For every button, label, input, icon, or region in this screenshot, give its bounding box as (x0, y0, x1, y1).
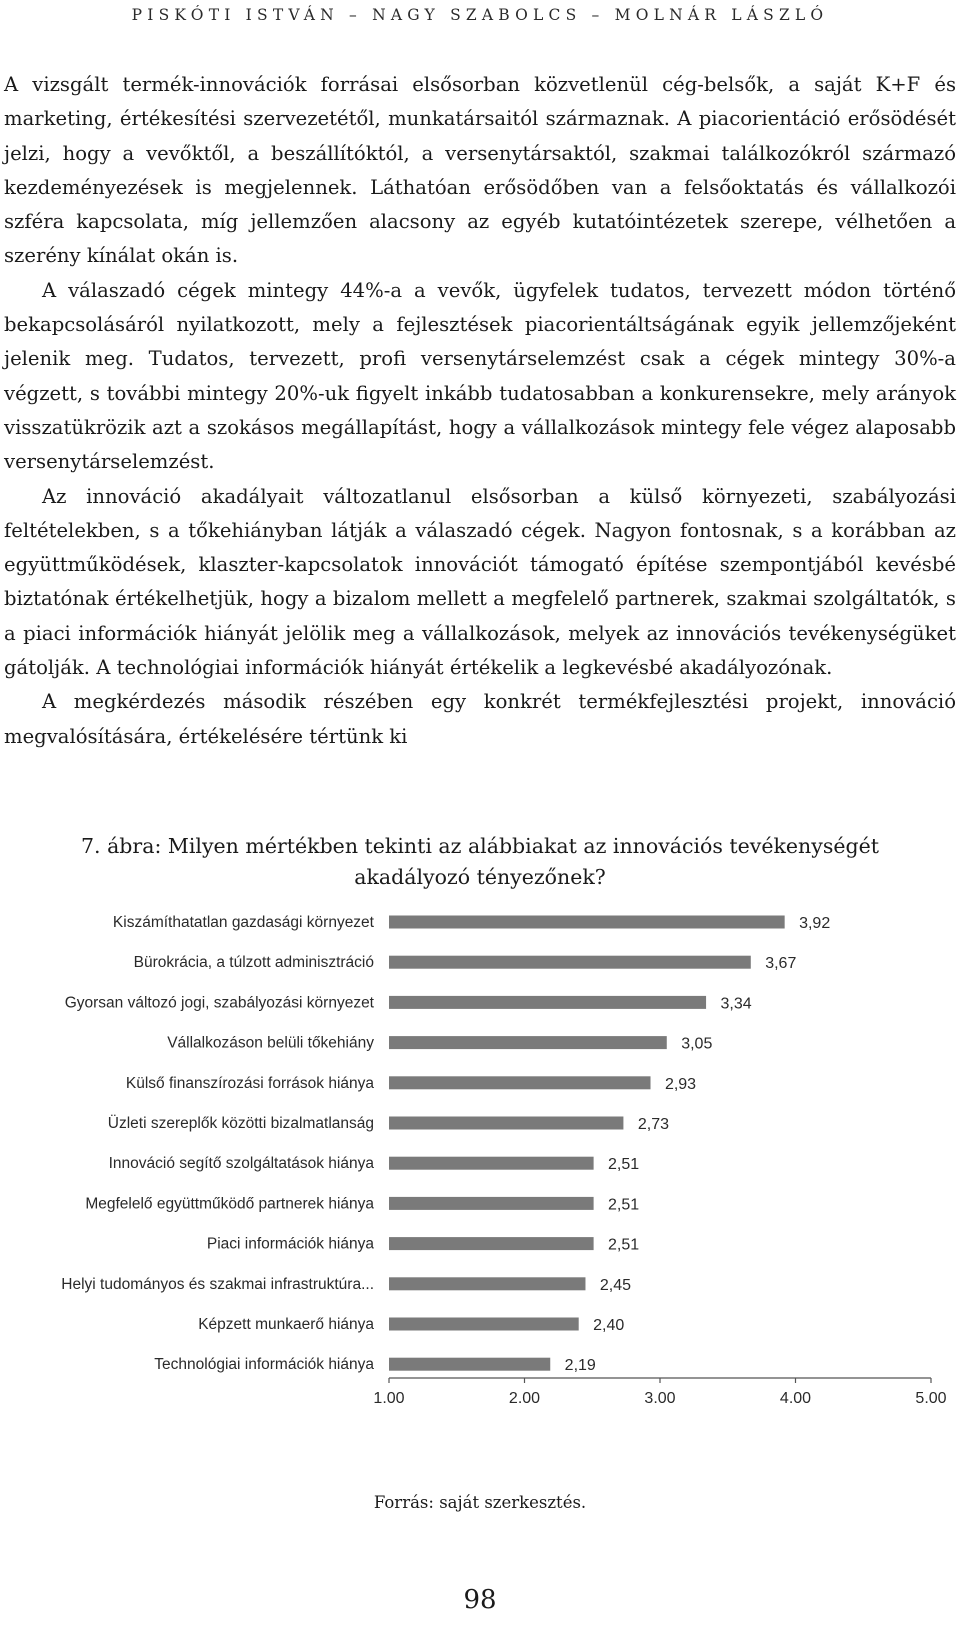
x-tick-label: 5.00 (915, 1390, 947, 1407)
paragraph-2: A válaszadó cégek mintegy 44%-a a vevők, ügyfelek tudatos, tervezett módon történő bekapcsolásáról nyilatkozott, mely a fejlesztések piacorientáltságának egyik jellemzőjeként jelenik meg. Tudatos, tervezett, profi versenytárselemzést csak a cégek mintegy 30%-a végzett, s további mintegy 20%-uk figyelt inkább tudatosabban a konkurensekre, mely arányok visszatükrözik azt a szokásos megállapítást, hogy a vállalkozások mintegy fele végez alaposabb versenytárselemzést. (4, 278, 956, 474)
value-label: 2,40 (593, 1317, 625, 1334)
paragraph-4: A megkérdezés második részében egy konkrét termékfejlesztési projekt, innováció megvalósítására, értékelésére tértünk ki (4, 690, 956, 748)
value-label: 2,51 (608, 1156, 640, 1174)
category-label: Gyorsan változó jogi, szabályozási környezet (64, 994, 374, 1012)
page-number: 98 (463, 1585, 497, 1615)
value-label: 2,93 (664, 1075, 697, 1093)
value-label: 2,51 (608, 1196, 640, 1214)
x-tick-label: 1.00 (373, 1390, 405, 1407)
category-label: Vállalkozáson belüli tőkehiány (167, 1034, 374, 1052)
paragraph-3: Az innováció akadályait változatlanul elsősorban a külső környezeti, szabályozási feltételekben, s a tőkehiányban látják a válaszadó cégek. Nagyon fontosnak, s a korábban az együttműködések, klaszter-kapcsolatok innovációt támogató építése szempontjából kevésbé biztatónak értékelhetjük, hogy a bizalom mellett a megfelelő partnerek, szakmai szolgáltatók, s a piaci információk hiányát jelölik meg a vállalkozások, melyek az innovációs tevékenységüket gátolják. A technológiai információk hiányát értékelik a legkevésbé akadályozónak. (4, 484, 956, 680)
chart-bar (389, 1318, 579, 1331)
category-label: Külső finanszírozási források hiánya (125, 1074, 374, 1092)
body-text (4, 68, 956, 754)
category-label: Technológiai információk hiánya (154, 1356, 374, 1374)
figure-source: Forrás: saját szerkesztés. (373, 1493, 587, 1512)
value-label: 3,05 (681, 1035, 713, 1053)
category-label: Megfelelő együttműködő partnerek hiánya (85, 1195, 374, 1213)
value-label: 3,92 (799, 915, 831, 932)
bar-chart (0, 905, 960, 1407)
x-tick-label: 2.00 (508, 1390, 541, 1407)
category-label: Képzett munkaerő hiánya (198, 1316, 374, 1333)
category-label: Üzleti szereplők közötti bizalmatlanság (107, 1115, 374, 1132)
chart-bar (389, 996, 706, 1009)
chart-bar (389, 956, 751, 969)
value-label: 2,51 (608, 1236, 640, 1254)
value-label: 3,34 (720, 995, 752, 1013)
category-label: Helyi tudományos és szakmai infrastruktúra... (61, 1275, 374, 1293)
value-label: 3,67 (765, 955, 797, 973)
category-label: Innováció segítő szolgáltatások hiánya (108, 1155, 374, 1173)
running-head: PISKÓTI ISTVÁN – NAGY SZABOLCS – MOLNÁR LÁSZLÓ (131, 6, 829, 24)
x-tick-label: 4.00 (779, 1390, 812, 1407)
chart-bar (389, 1157, 594, 1170)
chart-bar (389, 1358, 550, 1371)
bar-chart-svg (0, 905, 960, 1407)
chart-bar (389, 916, 785, 929)
chart-bar (389, 1237, 594, 1250)
chart-bar (389, 1277, 585, 1290)
category-label: Kiszámíthatatlan gazdasági környezet (112, 914, 374, 931)
chart-bar (389, 1036, 667, 1049)
value-label: 2,19 (564, 1357, 596, 1375)
category-label: Piaci információk hiánya (206, 1235, 374, 1253)
chart-bar (389, 1076, 651, 1089)
category-label: Bürokrácia, a túlzott adminisztráció (133, 954, 374, 972)
x-tick-label: 3.00 (644, 1390, 676, 1407)
chart-bar (389, 1117, 623, 1130)
chart-bar (389, 1197, 594, 1210)
value-label: 2,73 (637, 1116, 669, 1133)
value-label: 2,45 (599, 1276, 632, 1294)
figure-caption: 7. ábra: Milyen mértékben tekinti az alábbiakat az innovációs tevékenységét akadályozó tényezőnek? (81, 834, 879, 889)
paragraph-1: A vizsgált termék-innovációk forrásai elsősorban közvetlenül cég-belsők, a saját K+F és marketing, értékesítési szervezetétől, munkatársaitól származnak. A piacorientáció erősödését jelzi, hogy a vevőktől, a beszállítóktól, a versenytársaktól, szakmai találkozókról származó kezdeményezések is megjelennek. Láthatóan erősödőben van a felsőoktatás és vállalkozói szféra kapcsolata, míg jellemzően alacsony az egyéb kutatóintézetek szerepe, vélhetően a szerény kínálat okán is. (4, 73, 956, 268)
